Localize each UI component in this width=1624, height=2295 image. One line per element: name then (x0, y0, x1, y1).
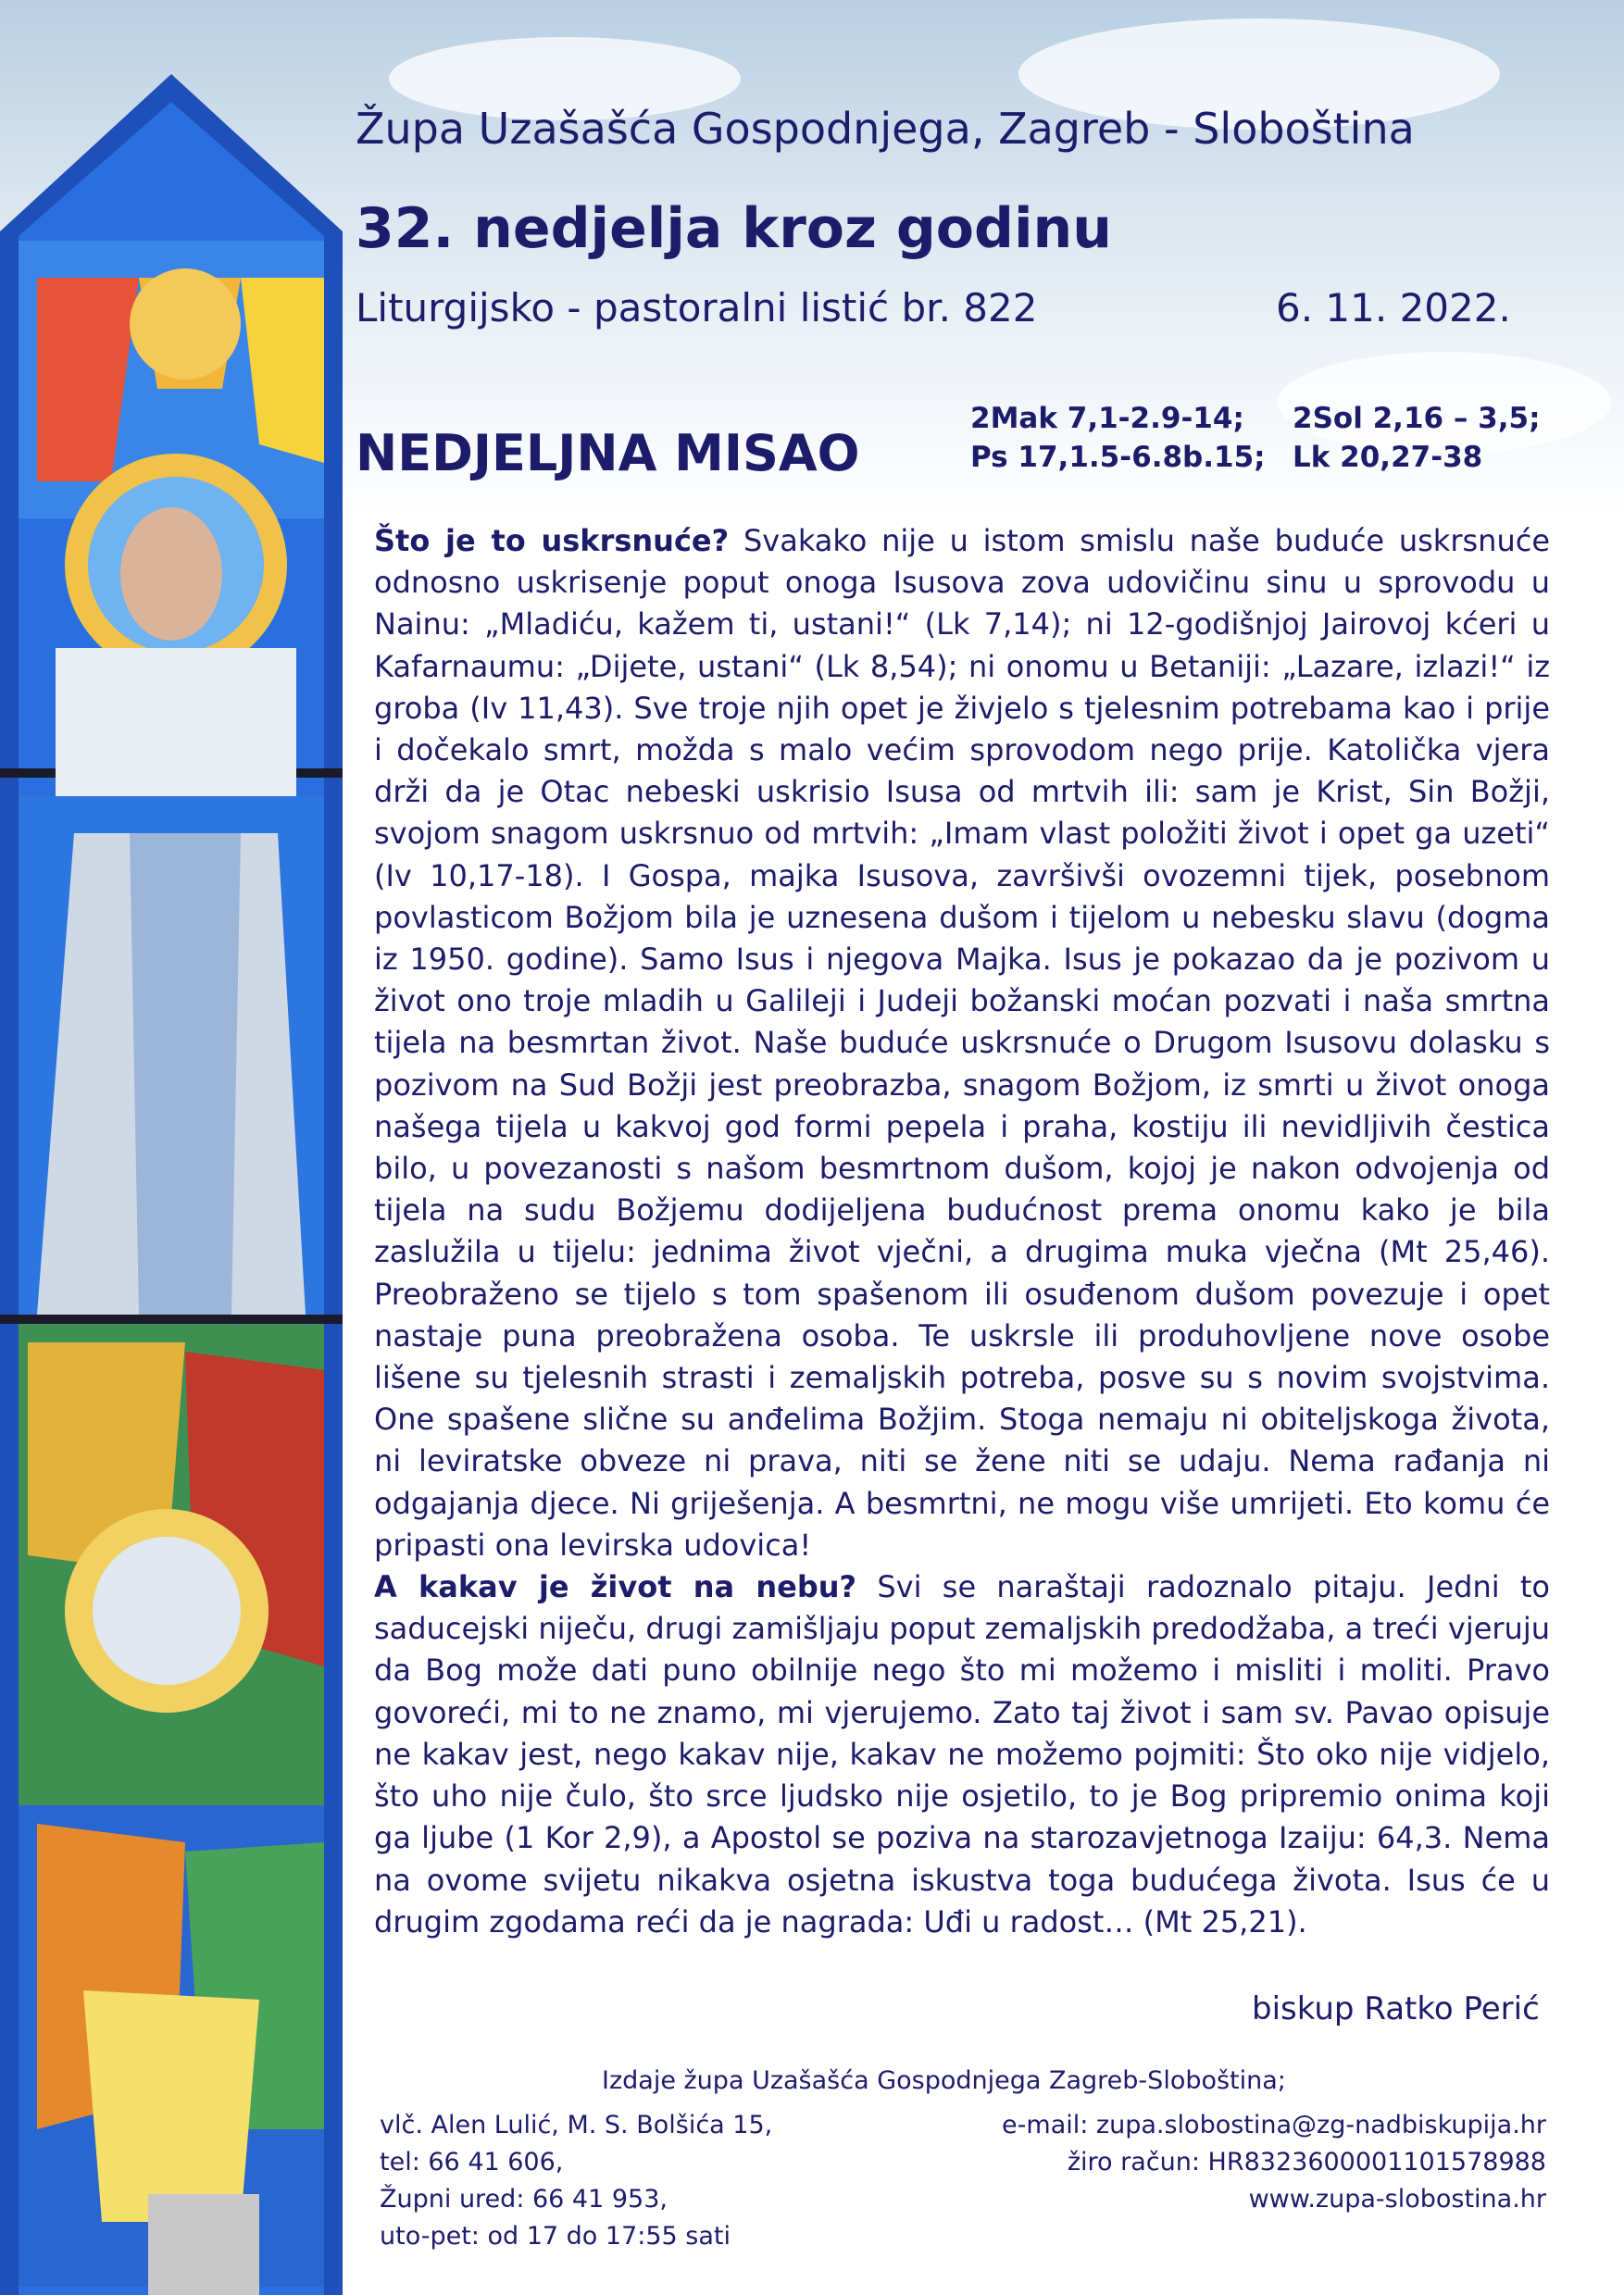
question-heading: Što je to uskrsnuće? (374, 523, 730, 558)
parish-name: Župa Uzašašća Gospodnjega, Zagreb - Sloboština (356, 104, 1415, 154)
reading-gospel: Lk 20,27-38 (1293, 441, 1483, 474)
publisher-line: Izdaje župa Uzašašća Gospodnjega Zagreb-Sloboština; (602, 2066, 1286, 2095)
phone: tel: 66 41 606, (380, 2148, 564, 2177)
sunday-reflection (374, 520, 1550, 1943)
bulletin-number: Liturgijsko - pastoralni listić br. 822 (356, 285, 1038, 331)
office-hours: uto-pet: od 17 do 17:55 sati (380, 2222, 731, 2251)
pastor-address: vlč. Alen Lulić, M. S. Bolšića 15, (380, 2111, 773, 2139)
office-phone: Župni ured: 66 41 953, (380, 2185, 668, 2214)
reading-psalm: Ps 17,1.5-6.8b.15; (970, 441, 1266, 474)
email[interactable]: e-mail: zupa.slobostina@zg-nadbiskupija.hr (1002, 2111, 1546, 2139)
contact-right (1002, 2107, 1546, 2218)
contact-left (380, 2107, 772, 2255)
bulletin-title: 32. nedjelja kroz godinu (356, 196, 1112, 261)
bank-account: žiro račun: HR8323600001101578988 (1067, 2148, 1546, 2177)
stained-glass-window (0, 0, 343, 2295)
reading-first: 2Mak 7,1-2.9-14; (970, 402, 1244, 435)
website-link[interactable]: www.zupa-slobostina.hr (1248, 2185, 1546, 2214)
reading-second: 2Sol 2,16 – 3,5; (1293, 402, 1541, 435)
paragraph-text: Svi se naraštaji radoznalo pitaju. Jedni to saducejski niječu, drugi zamišljaju poput zemaljskih predodžaba, a treći vjeruju da Bog može dati puno obilnije nego što mi možemo i misliti i moliti. Pravo govoreći, mi to ne znamo, mi vjerujemo. Zato taj život i sam sv. Pavao opisuje ne kakav jest, nego kakav nije, kakav ne možemo pojmiti: Što oko nije vidjelo, što uho nije čulo, što srce ljudsko nije osjetilo, to je Bog pripremio onima koji ga ljube (1 Kor 2,9), a Apostol se poziva na starozavjetnoga Izaiju: 64,3. Nema na ovome svijetu nikakva osjetna iskustva toga budućega života. Isus će u drugim zgodama reći da je nagrada: Uđi u radost… (Mt 25,21). (374, 1569, 1551, 1940)
paragraph-text: Svakako nije u istom smislu naše buduće uskrsnuće odnosno uskrisenje poput onoga Isusova zova udovičinu sinu u sprovodu u Nainu: „Mladiću, kažem ti, ustani!“ (Lk 7,14); ni 12-godišnjoj Jairovoj kćeri u Kafarnaumu: „Dijete, ustani“ (Lk 8,54); ni onomu u Betaniji: „Lazare, izlazi!“ iz groba (Iv 11,43). Sve troje njih opet je živjelo s tjelesnim potrebama kao i prije i dočekalo smrt, možda s malo većim sprovodom nego prije. Katolička vjera drži da je Otac nebeski uskrisio Isusa od mrtvih ili: sam je Krist, Sin Božji, svojom snagom uskrsnuo od mrtvih: „Imam vlast položiti život i opet ga uzeti“ (Iv 10,17-18). I Gospa, majka Isusova, završivši ovozemni tijek, posebnom povlasticom Božjom bila je uznesena dušom i tijelom u nebesku slavu (dogma iz 1950. godine). Samo Isus i njegova Majka. Isus je pokazao da je pozivom u život ono troje mladih u Galileji i Judeji božanski moćan pozvati i naša smrtna tijela na besmrtan život. Naše buduće uskrsnuće o Drugom Isusovu dolasku s pozivom na Sud Božji jest preobrazba, snagom Božjom, iz smrti u život onoga našega tijela u kakvoj god formi pepela i praha, kostiju ili nevidljivih čestica bilo, u povezanosti s našom besmrtnom dušom, kojoj je nakon odvojenja od tijela na sudu Božjemu dodijeljena budućnost prema onomu kako je bila zaslužila u tijelu: jednima život vječni, a drugima muka vječna (Mt 25,46). Preobraženo se tijelo s tom spašenom ili osuđenom dušom povezuje i opet nastaje puna preobražena osoba. Te uskrsle ili produhovljene nove osobe lišene su tjelesnih strasti i zemaljskih potreba, posve su s novim svojstvima. One spašene slične su anđelima Božjim. Stoga nemaju ni obiteljskoga života, ni leviratske obveze ni prava, niti se žene niti se udaju. Nema rađanja ni odgajanja djece. Ni griješenja. A besmrtni, ne mogu više umrijeti. Eto komu će pripasti ona levirska udovica! (374, 523, 1551, 1563)
bulletin-date: 6. 11. 2022. (1276, 285, 1511, 331)
paragraph-resurrection (374, 520, 1550, 1566)
author-signature: biskup Ratko Perić (1252, 1990, 1540, 2027)
question-heading: A kakav je život na nebu? (374, 1569, 857, 1605)
paragraph-heaven (374, 1566, 1550, 1943)
section-title: NEDJELJNA MISAO (356, 424, 860, 482)
